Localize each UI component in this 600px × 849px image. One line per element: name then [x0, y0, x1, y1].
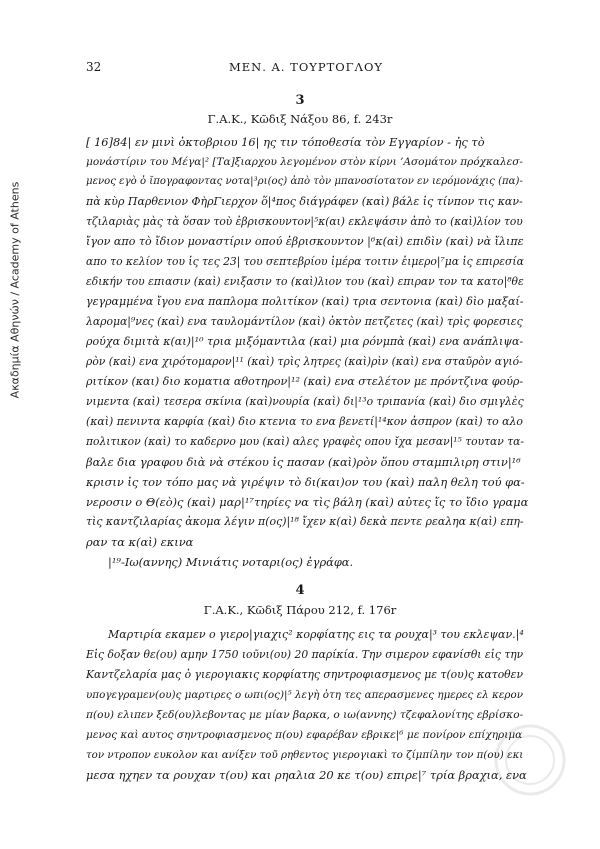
text-line: νεροσιν ο Θ(εὸ)ς (καὶ) μαρ|¹⁷τηρίες να τὶς βάλη (καὶ) αὐτες ἴς το ἴδιο γραμα: [86, 495, 529, 509]
running-head: ΜΕΝ. Α. ΤΟΥΡΤΟΓΛΟΥ: [229, 60, 383, 74]
signature-line: |¹⁹-Ιω(αννης) Μινιάτις νοταρι(ος) ἐγράφα.: [108, 555, 354, 569]
document-4-body: [86, 625, 532, 785]
document-3-number: 3: [295, 93, 305, 108]
document-4-source: Γ.Α.Κ., Κῶδιξ Πάρου 212, f. 176r: [203, 603, 397, 617]
page-number: 32: [86, 60, 102, 74]
text-line: υπογεγραμεν(ου)ς μαρτιρες ο ωπι(ος)|⁵ λεγὴ ὀτη τες απερασμενες ημερες ελ κερον: [86, 689, 524, 701]
text-line: μονάστίριν του Μέγα|² [Τα]ξιαρχου λεγομένον στὸν κίρνι ’Ασομάτον πρόχκαλεσ-: [86, 156, 523, 168]
text-line: τον ντροπον ευκολον και ανίξεν τοῦ ρηθεντος γιερογιακὶ το ζίμπίλην τον π(ου) εκι: [86, 749, 524, 761]
page-header: [86, 60, 526, 76]
text-line: τζιλαριὰς μὰς τὰ ὅσαν τοὺ ἐβρισκουντον|⁵κ(αι) εκλεψάσιν ἀπὸ το (καὶ)λίον του: [86, 215, 523, 228]
text-line: απο το κελίον του ἰς τες 23| του σεπτεβρίου ἰμέρα τοιτιν ἐιμερο|⁷μα ἰς επιρεσία: [86, 255, 524, 268]
text-line: [ 16]84| εν μινὶ ὀκτοβριου 16| ης τιν τόποθεσία τὸν Εγγαρίον - ἠς τὸ: [86, 135, 485, 149]
text-line: εδικήν του επιασιν (καὶ) ενιξασιν το (καὶ)λιον του (καὶ) επιραν τον τα κατο|⁸θε: [86, 275, 524, 288]
text-line: Μαρτιρία εκαμεν ο γιερο|γιαχις² κορφίατης εις τα ρουχα|³ του εκλεψαν.|⁴: [108, 628, 524, 641]
document-4-number: 4: [295, 583, 305, 598]
text-line: γεγραμμένα ἴγου ενα παπλομα πολιτίκον (καὶ) τρια σεντονια (καὶ) δὶο μαξαί-: [86, 295, 524, 308]
text-line: μενος εγὸ ὁ ῐπογραφοντας νοτα|³ρι(ος) ἀπὸ τὸν μπανοσίοτατον εν ιερόμονάχις (πα)-: [86, 176, 523, 187]
text-line: ριτίκον (και) διο κοματια αθοτηρον|¹² (καὶ) ενα στελέτον με πρόντζινα φούρ-: [86, 375, 524, 388]
text-line: Καντζελαρία μας ὁ γιερογιακις κορφίατης σηντροφιασμενος με τ(ου)ς κατοθεν: [86, 668, 524, 681]
document-3-body: [86, 132, 532, 572]
text-line: πὰ κὺρ Παρθενιον ΦὴρΓιερχον ὅ|⁴πος διάγράφεν (καὶ) βάλε ἰς τίνπον τις καν-: [86, 195, 523, 208]
text-line: Εἰς δοξαν θε(ου) αμην 1750 ιοῦνι(ου) 20 παρίκία. Την σιμερον εφανίσθι εἰς την: [86, 648, 524, 661]
text-line: π(ου) ελιπεν ξεδ(ου)λεβοντας με μίαν βαρκα, ο ιω(αννης) τζεφαλονίτης εβρίσκο-: [86, 709, 524, 721]
academy-watermark-seal: [490, 720, 570, 800]
text-line: βαλε δια γραφου διὰ νὰ στέκου ἰς πασαν (καὶ)ρὸν ὅπου σταμπιλιρη στιν|¹⁶: [86, 455, 521, 469]
text-line: τὶς καντζιλαρίας ἀκομα λέγιν π(ος)|¹⁸ ἴχεν κ(αὶ) δεκὰ πεντε ρεαληα κ(αὶ) επη-: [86, 515, 524, 528]
text-line: ἴγον απο τὸ ἴδιον μοναστίριν οπού ἐβρισκουντον |⁶κ(αὶ) επιδὶν (καὶ) νὰ ἴλιπε: [86, 235, 524, 248]
text-line: μενος καὶ αυτος σηντροφιασμενος π(ου) εφαρέβαν εβρικε|⁶ με πονίρον επίχηριμα: [86, 729, 523, 741]
text-line: (καὶ) πενιντα καρφία (καὶ) διο κτενια το ενα βενετί|¹⁴κον ἀσπρον (καὶ) το αλο: [86, 415, 523, 428]
side-label-text: Ακαδημία Αθηνών / Academy of Athens: [8, 181, 22, 399]
text-line: ραν τα κ(αὶ) εκινα: [86, 535, 194, 549]
text-line: λαρομα|⁹νες (καὶ) ενα ταυλομάντίλον (καὶ) ὀκτὸν πετζετες (καὶ) τρὶς φορεσιες: [86, 315, 523, 328]
document-3-source: Γ.Α.Κ., Κῶδιξ Νάξου 86, f. 243r: [207, 112, 393, 126]
text-line: πολιτικον (καὶ) το καδερνο μου (καὶ) αλες γραφὲς οπου ῐχα μεσαν|¹⁵ τουταν τα-: [86, 435, 525, 448]
text-line: μεσα ηχηεν τα ρουχαν τ(ου) και ρηαλια 20 κε τ(ου) επιρε|⁷ τρία βραχια, ενα: [86, 768, 527, 782]
text-line: κρισιν ἰς τον τόπο μας νὰ γιρέψιν τὸ δι(και)ον του (καὶ) παλη θελη τού φα-: [86, 475, 525, 489]
text-line: νιμεντα (καὶ) τεσερα σκίνια (καὶ)νουρία (καὶ) δι|¹³ο τριπανία (καὶ) διο σμιγλὲς: [86, 395, 524, 408]
text-line: ρὸν (καὶ) ενα χιρότομαρον|¹¹ (καὶ) τρὶς λητρες (καὶ)ρὶν (καὶ) ενα σταῦρὸν αγιό-: [86, 355, 523, 368]
text-line: ρούχα διμιτὰ κ(αι)|¹⁰ τρια μιξόμαντιλα (καὶ) μια ρόνμπὰ (καὶ) ενα ανάπλιψα-: [86, 335, 524, 348]
